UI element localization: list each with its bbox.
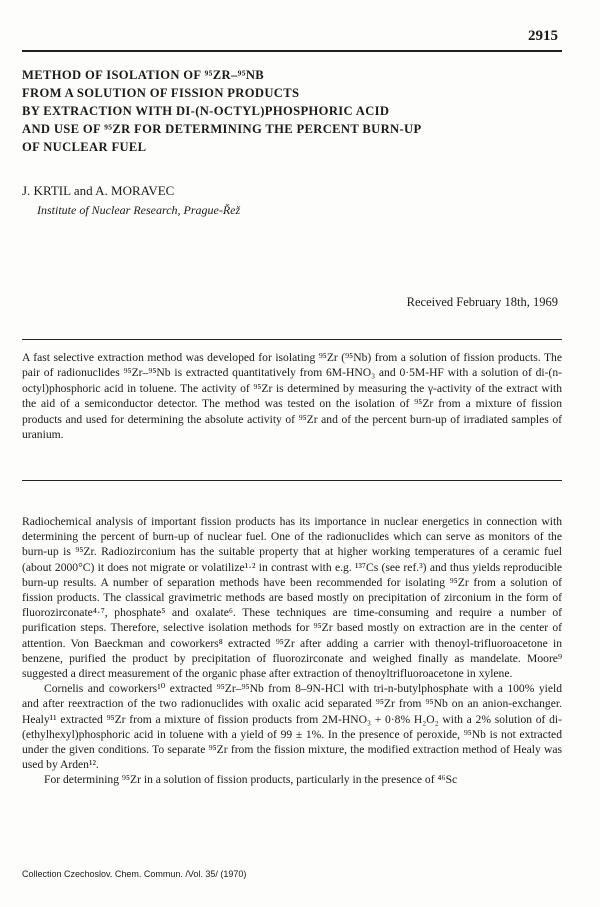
body-text	[22, 514, 562, 788]
title-line: AND USE OF ⁹⁵ZR FOR DETERMINING THE PERCENT BURN-UP	[22, 122, 422, 136]
title-line: METHOD OF ISOLATION OF ⁹⁵ZR–⁹⁵NB	[22, 68, 265, 82]
paragraph: Cornelis and coworkers¹⁰ extracted ⁹⁵Zr–⁹⁵Nb from 8–9N-HCl with tri-n-butylphosphate with a 100% yield and after reextraction of the two radionuclides with oxalic acid separated ⁹⁵Zr from ⁹⁵Nb on an anion-exchanger. Healy¹¹ extracted ⁹⁵Zr from a mixture of fission products from 2M-HNO₃ + 0·8% H₂O₂ with a 2% solution of di-(ethylhexyl)phosphoric acid in toluene with a yield of 99 ± 1%. In the presence of peroxide, ⁹⁵Nb is not extracted under the given conditions. To separate ⁹⁵Zr from the fission mixture, the modified extraction method of Healy was used by Arden¹².	[22, 682, 562, 772]
authors: J. KRTIL and A. MORAVEC	[22, 183, 175, 198]
abstract-bottom-rule	[22, 480, 562, 481]
paragraph: For determining ⁹⁵Zr in a solution of fission products, particularly in the presence of ⁴⁶Sc	[44, 773, 458, 787]
header-rule	[22, 50, 562, 52]
title-line: OF NUCLEAR FUEL	[22, 140, 147, 154]
abstract: A fast selective extraction method was developed for isolating ⁹⁵Zr (⁹⁵Nb) from a solution of fission products. The pair of radionuclides ⁹⁵Zr–⁹⁵Nb is extracted quantitatively from 6M-HNO₃ and 0·5M-HF with a solution of di-(n-octyl)phosphoric acid in toluene. The activity of ⁹⁵Zr is determined by measuring the γ-activity of the extract with the aid of a semiconductor detector. The method was tested on the isolation of ⁹⁵Zr from a mixture of fission products and used for determining the absolute activity of ⁹⁵Zr and of the percent burn-up of irradiated samples of uranium.	[22, 351, 562, 442]
affiliation: Institute of Nuclear Research, Prague-Řež	[37, 203, 241, 217]
page-number: 2915	[528, 28, 558, 44]
article-title	[22, 66, 567, 156]
title-line: BY EXTRACTION WITH DI-(N-OCTYL)PHOSPHORIC ACID	[22, 104, 390, 118]
abstract-top-rule	[22, 339, 562, 340]
title-line: FROM A SOLUTION OF FISSION PRODUCTS	[22, 86, 300, 100]
paragraph: Radiochemical analysis of important fission products has its importance in nuclear energetics in connection with determining the percent of burn-up of nuclear fuel. One of the radionuclides which can serve as monitors of the burn-up is ⁹⁵Zr. Radiozirconium has the suitable property that at higher working temperatures of a ceramic fuel (about 2000°C) it does not migrate or volatilize¹·² in contrast with e.g. ¹³⁷Cs (see ref.³) and thus yields reproducible burn-up results. A number of separation methods have been recommended for isolating ⁹⁵Zr from a solution of fission products. The classical gravimetric methods are based mostly on precipitation of zirconium in the form of fluorozirconate⁴·⁷, phosphate⁵ and oxalate⁶. These techniques are time-consuming and require a number of purification steps. Therefore, selective isolation methods for ⁹⁵Zr based mostly on extraction are in the center of attention. Von Baeckman and coworkers⁸ extracted ⁹⁵Zr after adding a carrier with thenoyl-trifluoroacetone in benzene, purified the product by precipitation of fluorozirconate and weighed finally as mandelate. Moore⁹ suggested a direct measurement of the organic phase after extraction of thenoyltrifluoroacetone in xylene.	[22, 515, 562, 681]
journal-footer: Collection Czechoslov. Chem. Commun. /Vol. 35/ (1970)	[22, 869, 247, 879]
received-date: Received February 18th, 1969	[406, 295, 558, 309]
